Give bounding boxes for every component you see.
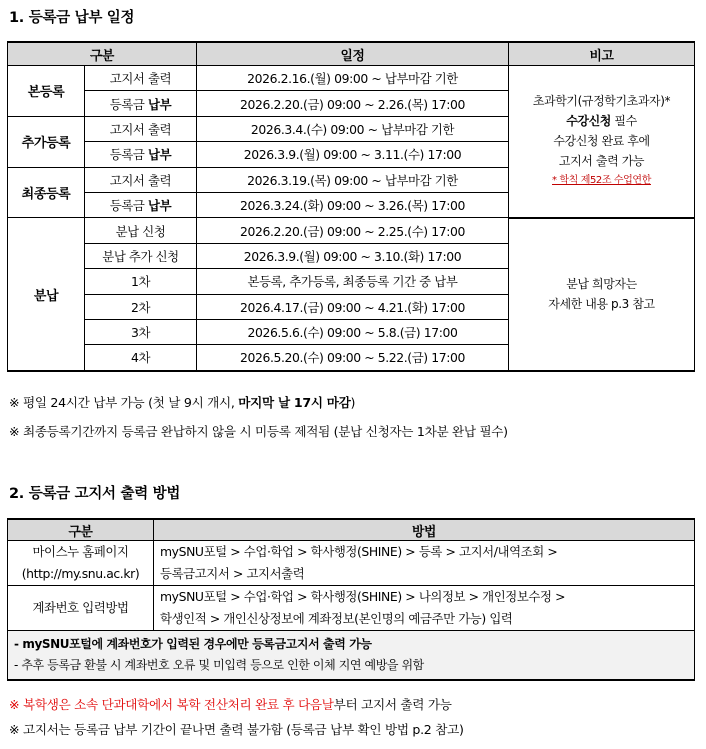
table-footnote-row bbox=[8, 631, 695, 681]
installment-note bbox=[509, 218, 695, 371]
row-label: 등록금 납부 bbox=[85, 192, 197, 217]
row-label: 분납 신청 bbox=[85, 218, 197, 243]
header-category: 구분 bbox=[8, 42, 197, 66]
table-header-row bbox=[8, 42, 695, 66]
row-date: 2026.3.4.(수) 09:00 ~ 납부마감 기한 bbox=[197, 116, 509, 141]
note-final-registration: ※ 최종등록기간까지 등록금 완납하지 않을 시 미등록 제적됨 (분납 신청자는 1차분 완납 필수) bbox=[9, 424, 508, 439]
row-label bbox=[8, 541, 154, 586]
payment-schedule-table bbox=[7, 41, 695, 372]
row-label: 고지서 출력 bbox=[85, 116, 197, 141]
note-line: 분납 희망자는 bbox=[566, 277, 637, 292]
table-row bbox=[8, 218, 695, 243]
section2-title: 2. 등록금 고지서 출력 방법 bbox=[9, 486, 181, 502]
section1-title: 1. 등록금 납부 일정 bbox=[9, 10, 135, 26]
table-footnote bbox=[8, 631, 695, 681]
row-method bbox=[154, 541, 695, 586]
row-date: 2026.5.20.(수) 09:00 ~ 5.22.(금) 17:00 bbox=[197, 345, 509, 371]
row-label: 2차 bbox=[85, 294, 197, 319]
note-line: 수강신청 완료 후에 bbox=[553, 134, 650, 149]
homepage-url: (http://my.snu.ac.kr) bbox=[21, 566, 140, 581]
row-label: 등록금 납부 bbox=[85, 142, 197, 167]
row-date: 2026.4.17.(금) 09:00 ~ 4.21.(화) 17:00 bbox=[197, 294, 509, 319]
note-returning-students: ※ 복학생은 소속 단과대학에서 복학 전산처리 완료 후 다음날부터 고지서 출력 가능 bbox=[9, 697, 452, 712]
row-date: 2026.2.20.(금) 09:00 ~ 2.25.(수) 17:00 bbox=[197, 218, 509, 243]
header-method: 방법 bbox=[154, 519, 695, 541]
row-date: 2026.3.24.(화) 09:00 ~ 3.26.(목) 17:00 bbox=[197, 192, 509, 217]
label-line: 마이스누 홈페이지 bbox=[32, 544, 129, 559]
registration-note bbox=[509, 66, 695, 218]
method-line: mySNU포털 > 수업·학업 > 학사행정(SHINE) > 나의정보 > 개인정보수정 > bbox=[160, 589, 566, 604]
row-label: 분납 추가 신청 bbox=[85, 243, 197, 268]
row-label: 고지서 출력 bbox=[85, 66, 197, 91]
row-label: 계좌번호 입력방법 bbox=[8, 586, 154, 631]
invoice-method-table bbox=[7, 518, 695, 681]
table-row bbox=[8, 66, 695, 91]
group-label: 본등록 bbox=[8, 66, 85, 117]
header-category: 구분 bbox=[8, 519, 154, 541]
table-row bbox=[8, 541, 695, 586]
note-footnote: * 학칙 제52조 수업연한 bbox=[552, 175, 651, 187]
row-label: 등록금 납부 bbox=[85, 91, 197, 116]
footnote-line: - mySNU포털에 계좌번호가 입력된 경우에만 등록금고지서 출력 가능 bbox=[14, 637, 372, 651]
method-line: mySNU포털 > 수업·학업 > 학사행정(SHINE) > 등록 > 고지서/내역조회 > bbox=[160, 544, 558, 559]
note-line: 수강신청 필수 bbox=[566, 114, 637, 129]
method-line: 등록금고지서 > 고지서출력 bbox=[160, 566, 305, 581]
group-label: 추가등록 bbox=[8, 116, 85, 167]
table-row bbox=[8, 586, 695, 631]
method-line: 학생인적 > 개인신상정보에 계좌정보(본인명의 예금주만 가능) 입력 bbox=[160, 611, 513, 626]
row-label: 1차 bbox=[85, 269, 197, 294]
row-label: 4차 bbox=[85, 345, 197, 371]
row-date: 본등록, 추가등록, 최종등록 기간 중 납부 bbox=[197, 269, 509, 294]
note-invoice-deadline: ※ 고지서는 등록금 납부 기간이 끝나면 출력 불가함 (등록금 납부 확인 방법 p.2 참고) bbox=[9, 722, 464, 737]
group-label: 최종등록 bbox=[8, 167, 85, 218]
note-24h-payment: ※ 평일 24시간 납부 가능 (첫 날 9시 개시, 마지막 날 17시 마감) bbox=[9, 395, 356, 410]
note-line: 고지서 출력 가능 bbox=[558, 154, 645, 169]
note-line: 초과학기(규정학기초과자)* bbox=[532, 94, 671, 109]
row-date: 2026.2.20.(금) 09:00 ~ 2.26.(목) 17:00 bbox=[197, 91, 509, 116]
note-line: 자세한 내용 p.3 참고 bbox=[548, 297, 655, 312]
group-label: 분납 bbox=[8, 218, 85, 371]
row-label: 고지서 출력 bbox=[85, 167, 197, 192]
row-method bbox=[154, 586, 695, 631]
header-schedule: 일정 bbox=[197, 42, 509, 66]
row-date: 2026.3.9.(월) 09:00 ~ 3.11.(수) 17:00 bbox=[197, 142, 509, 167]
row-date: 2026.2.16.(월) 09:00 ~ 납부마감 기한 bbox=[197, 66, 509, 91]
footnote-line: - 추후 등록금 환불 시 계좌번호 오류 및 미입력 등으로 인한 이체 지연 예방을 위함 bbox=[14, 658, 424, 672]
row-date: 2026.5.6.(수) 09:00 ~ 5.8.(금) 17:00 bbox=[197, 319, 509, 344]
row-date: 2026.3.19.(목) 09:00 ~ 납부마감 기한 bbox=[197, 167, 509, 192]
table-header-row bbox=[8, 519, 695, 541]
row-date: 2026.3.9.(월) 09:00 ~ 3.10.(화) 17:00 bbox=[197, 243, 509, 268]
header-remarks: 비고 bbox=[509, 42, 695, 66]
row-label: 3차 bbox=[85, 319, 197, 344]
